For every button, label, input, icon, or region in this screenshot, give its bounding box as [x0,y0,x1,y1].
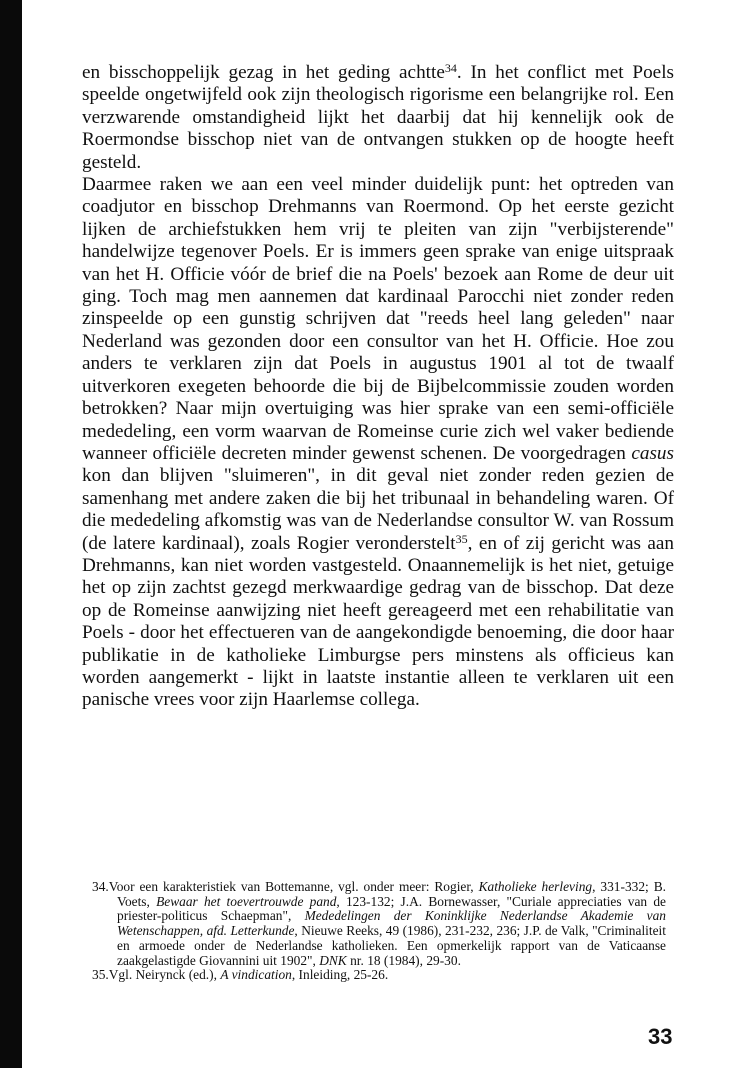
footnote-34-title-dnk: DNK [319,952,347,968]
footnote-34-title-katholieke-herleving: Katholieke herleving [478,879,593,894]
footnote-35-text-a: Vgl. Neirynck (ed.), [108,967,221,983]
page-number: 33 [648,1024,673,1049]
body-text [82,62,674,712]
footnote-34 [92,880,666,968]
footnote-34-title-mededelingen: Mededelingen der Koninklijke Nederlandse Akademie van Wetenschappen, afd. Letterkunde [117,908,666,939]
footnote-34-text-a: Voor een karakteristiek van Bottemanne, vgl. onder meer: Rogier, [108,879,479,894]
footnote-35-title-vindication: A vindication [220,967,292,983]
paragraph-2-text-b: kon dan blijven "sluimeren", in dit geval niet zonder reden gezien de samenhang met andere zaken die bij het tribunaal in behandeling waren. Of die mededeling afkomstig was van de Nederlandse consultor W. van Rossum (de latere kardinaal), zoals Rogier veronderstelt [82,465,674,554]
paragraph-2 [82,174,674,712]
footnote-34-label: 34. [92,879,109,894]
footnote-ref-34[interactable]: 34 [444,61,457,75]
paragraph-2-text-c: , en of zij gericht was aan Drehmanns, kan niet worden vastgesteld. Onaannemelijk is het niet, getuige het op zijn zachtst gezegd merkwaardige gedrag van de bisschop. Dat deze op de Romeinse aanwijzing niet heeft gereageerd met een rehabilitatie van Poels - door het effectueren van de aangekondigde benoeming, die door haar publikatie in de katholieke Limburgse pers minstens als officieus kan worden aangemerkt - lijkt in laatste instantie alleen te verklaren uit een panische vrees voor zijn Haarlemse collega. [82,532,674,711]
italic-casus: casus [631,442,674,464]
paragraph-1-text-a: en bisschoppelijk gezag in het geding achtte [82,62,445,83]
footnote-34-title-bewaar: Bewaar het toevertrouwde pand [156,893,337,909]
footnotes [92,880,666,983]
footnote-34-text-e: , 123-132; J.A. Bornewasser, "Curiale appreciaties van de priester-politicus Schaepman", [117,893,666,924]
paragraph-1 [82,62,674,174]
footnote-ref-35[interactable]: 35 [455,531,468,546]
paragraph-2-text-a: Daarmee raken we aan een veel minder duidelijk punt: het optreden van coadjutor en bisschop Drehmanns van Roermond. Op het eerste gezicht lijken de archiefstukken hem vrij te pleiten van zijn "verbijsterende" handelwijze tegenover Poels. Er is immers geen sprake van enige uitspraak van het H. Officie vóór de brief die na Poels' bezoek aan Rome de deur uit ging. Toch mag men aannemen dat kardinaal Parocchi niet zonder reden zinspeelde op een gunstig schrijven dat "reeds heel lang geleden" naar Nederland was gezonden door een consultor van het H. Officie. Hoe zou anders te verklaren zijn dat Poels in augustus 1901 al tot de twaalf uitverkoren exegeten behoorde die bij de Bijbelcommissie zouden worden betrokken? Naar mijn overtuiging was hier sprake van een semi-officiële mededeling, een vorm waarvan de Romeinse curie zich wel vaker bediende wanneer officiële decreten minder gewenst schenen. De voorgedragen [82,174,674,464]
footnote-35 [92,968,666,983]
footnote-34-text-i: nr. 18 (1984), 29-30. [346,952,461,968]
footnote-34-text-c: , 331-332; B. Voets, [117,879,666,909]
footnote-35-label: 35. [92,967,109,983]
footnote-34-text-g: , Nieuwe Reeks, 49 (1986), 231-232, 236; J.P. de Valk, "Criminaliteit en armoede onder de Nederlandse katholieken. Een opmerkelijk rapport van de Vaticaanse zaakgelastigde Giovannini uit 1902", [117,923,666,968]
page-body [82,62,674,712]
scan-edge-shadow [0,0,22,1068]
paragraph-1-text-b: . In het conflict met Poels speelde ongetwijfeld ook zijn theologisch rigorisme een belangrijke rol. Een verzwarende omstandigheid lijkt het daarbij dat hij kennelijk ook de Roermondse bisschop niet van de ontvangen stukken op de hoogte heeft gesteld. [82,62,674,173]
footnote-35-text-c: , Inleiding, 25-26. [291,967,389,983]
